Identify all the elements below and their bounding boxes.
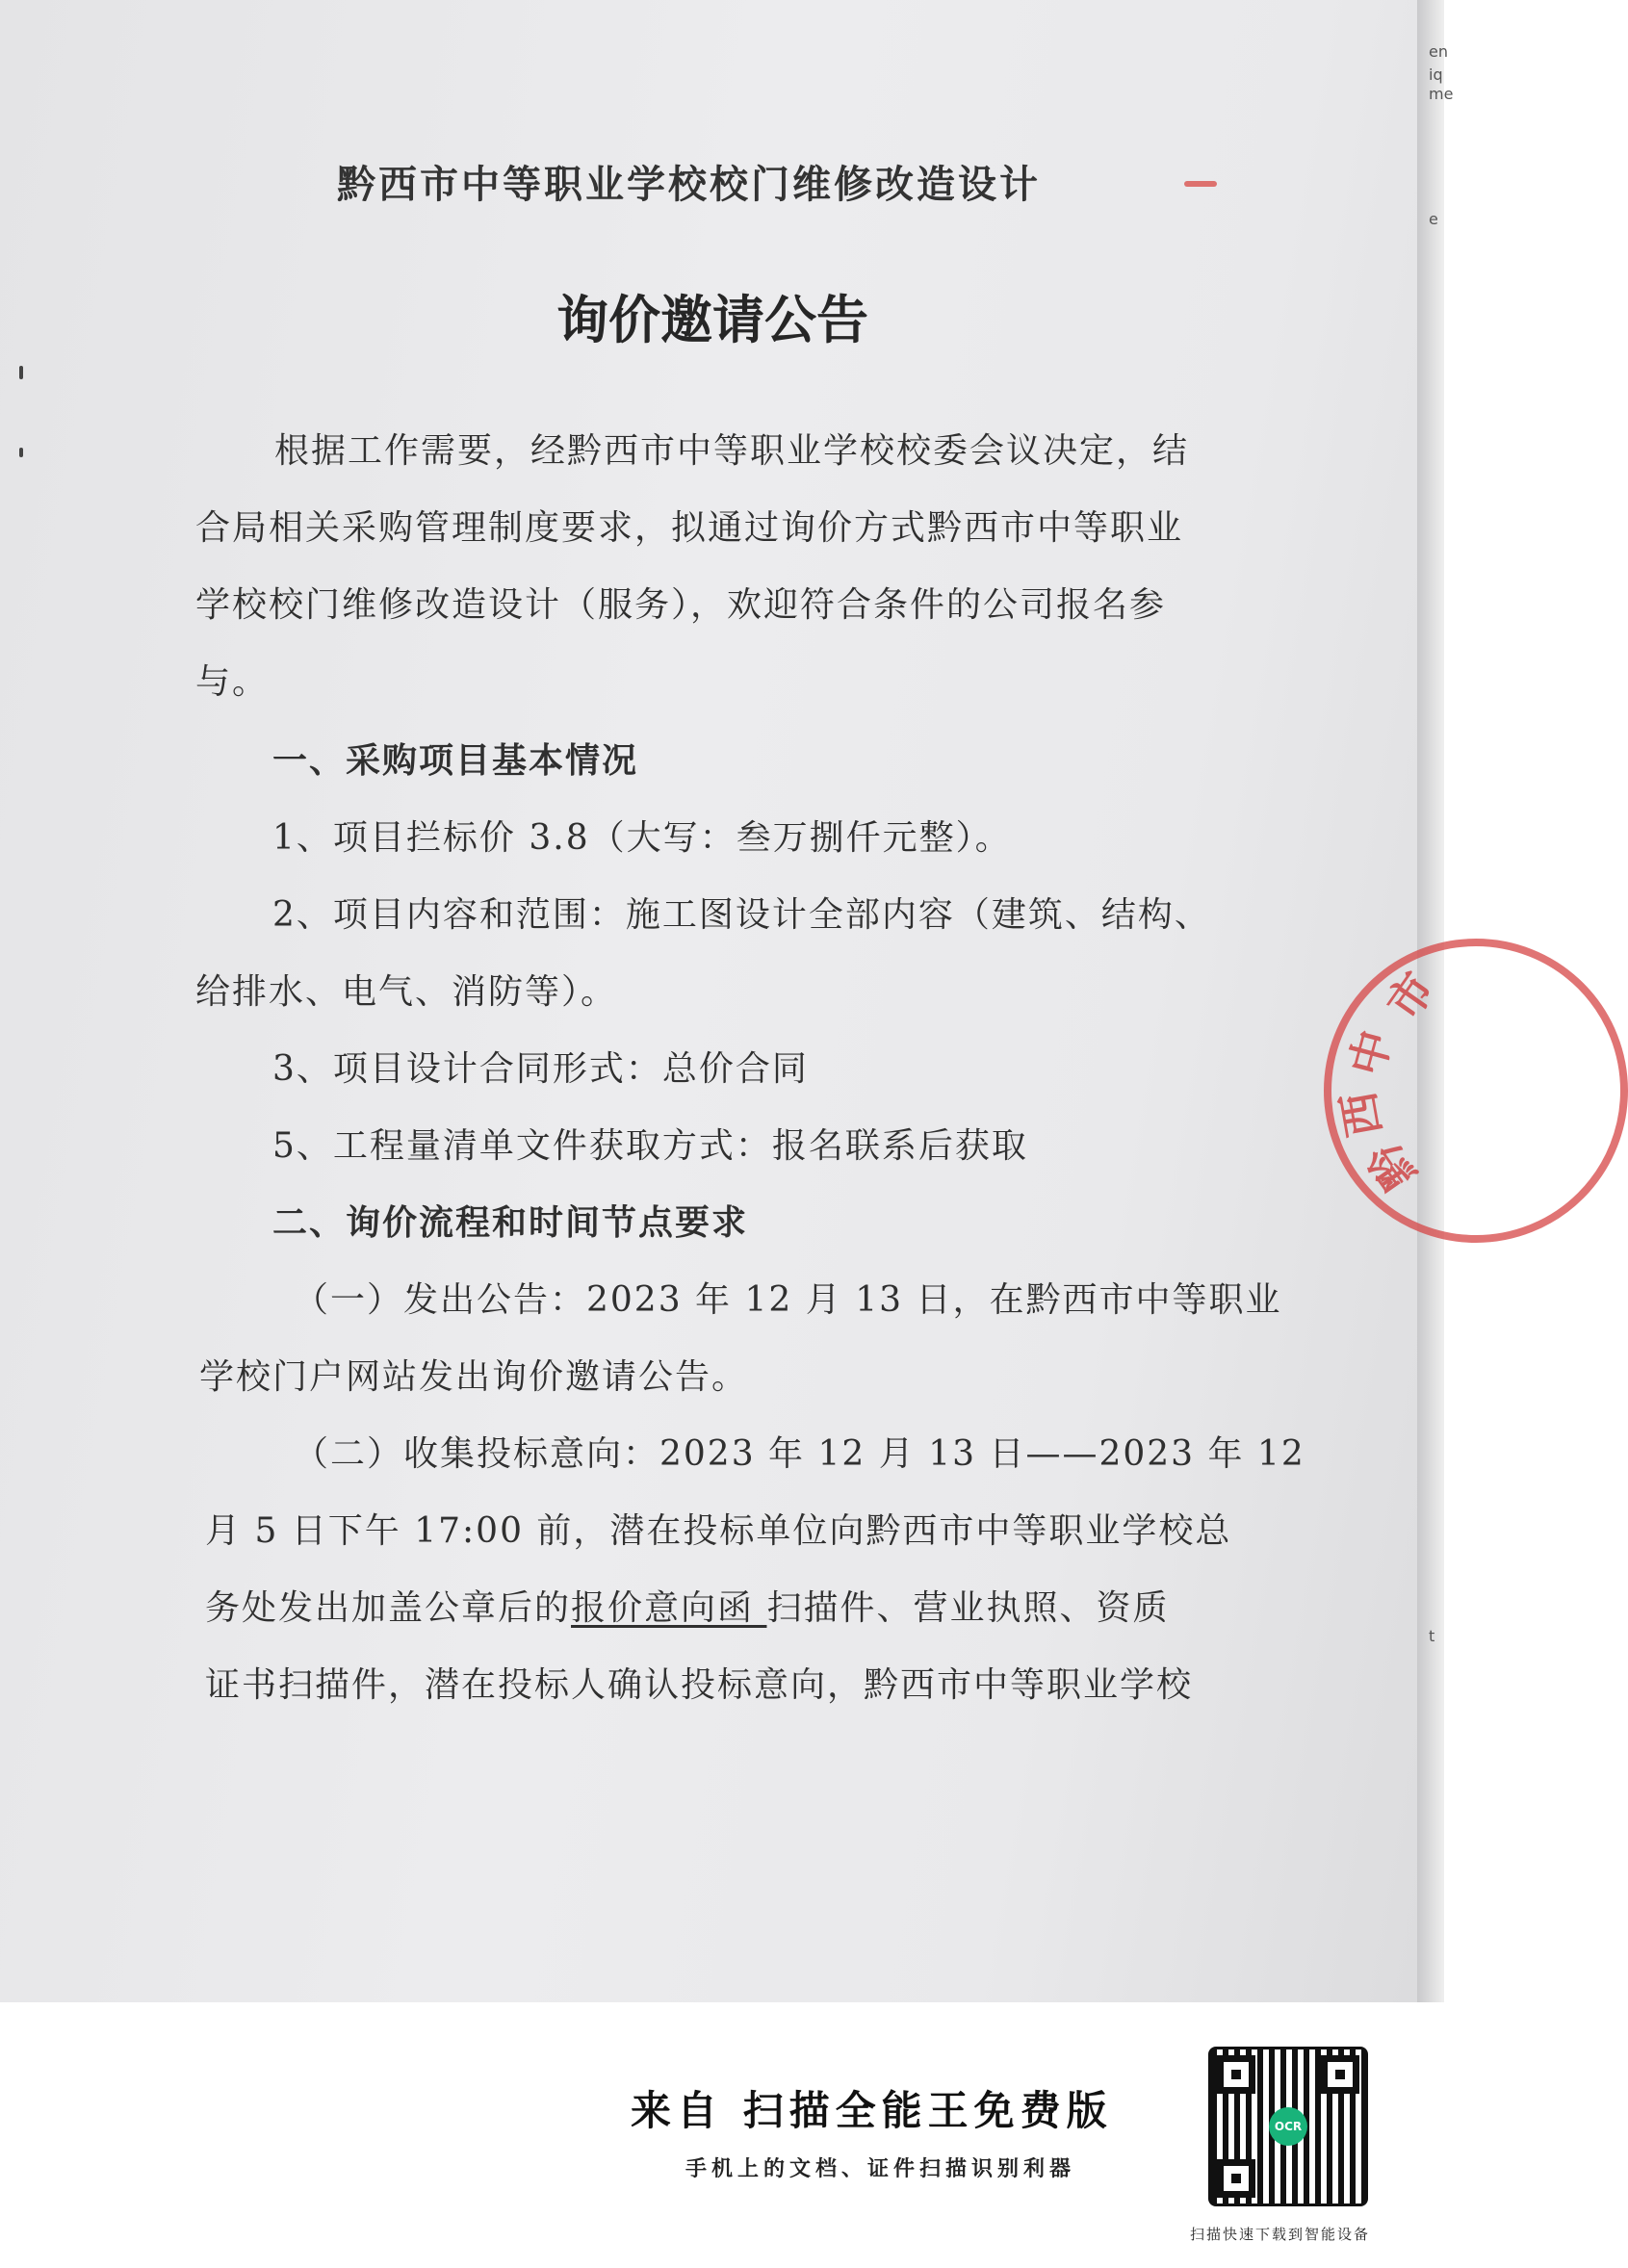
- edge-fragment-text: e: [1429, 210, 1438, 228]
- section-heading: 一、采购项目基本情况: [272, 741, 639, 781]
- list-item: 3、项目设计合同形式：总价合同: [272, 1049, 809, 1089]
- red-ink-mark: [1184, 181, 1217, 187]
- edge-fragment-text: iq: [1429, 65, 1443, 84]
- paragraph-line: （二）收集投标意向：2023 年 12 月 13 日——2023 年 12: [294, 1434, 1305, 1474]
- edge-fragment-text: t: [1429, 1627, 1435, 1645]
- paragraph-line: 学校校门维修改造设计（服务），欢迎符合条件的公司报名参: [195, 585, 1167, 625]
- seal-character: 中: [1339, 1024, 1402, 1081]
- edge-fragment-text: me: [1429, 85, 1454, 103]
- paragraph-line: 与。: [195, 662, 270, 702]
- seal-character: 黔: [1357, 1132, 1426, 1199]
- qr-finder-pattern: [1217, 2159, 1255, 2198]
- text-segment: 务处发出加盖公章后的: [205, 1588, 572, 1628]
- paragraph-line: 学校门户网站发出询价邀请公告。: [199, 1357, 749, 1397]
- underlined-text: 报价意向函: [571, 1588, 767, 1628]
- list-item: 给排水、电气、消防等）。: [195, 972, 618, 1012]
- qr-finder-pattern: [1217, 2055, 1255, 2094]
- paragraph-line: 根据工作需要，经黔西市中等职业学校校委会议决定，结: [274, 431, 1190, 471]
- paragraph-line: 证书扫描件，潜在投标人确认投标意向，黔西市中等职业学校: [205, 1665, 1194, 1705]
- document-project-title: 黔西市中等职业学校校门维修改造设计: [337, 163, 1041, 207]
- list-item: 1、项目拦标价 3.8（大写：叁万捌仟元整）。: [272, 818, 1012, 858]
- qr-finder-pattern: [1321, 2055, 1359, 2094]
- edge-fragment-text: en: [1429, 42, 1448, 61]
- qr-caption: 扫描快速下载到智能设备: [1190, 2226, 1371, 2243]
- scanner-brand-text: 来自 扫描全能王免费版: [631, 2087, 1113, 2134]
- seal-character: 市: [1377, 963, 1445, 1030]
- paragraph-line: （一）发出公告：2023 年 12 月 13 日，在黔西市中等职业: [294, 1280, 1282, 1320]
- paragraph-line: 月 5 日下午 17:00 前，潜在投标单位向黔西市中等职业学校总: [205, 1511, 1232, 1551]
- qr-code-icon[interactable]: [1208, 2047, 1368, 2206]
- seal-character: 西: [1331, 1088, 1391, 1141]
- qr-center-logo-icon: OCR: [1269, 2107, 1307, 2146]
- text-segment: 扫描件、营业执照、资质: [766, 1588, 1170, 1628]
- document-heading: 询价邀请公告: [556, 290, 868, 350]
- scanner-tagline: 手机上的文档、证件扫描识别利器: [685, 2156, 1076, 2181]
- staple-mark: [19, 366, 23, 379]
- list-item: 2、项目内容和范围：施工图设计全部内容（建筑、结构、: [272, 895, 1211, 935]
- staple-mark: [19, 448, 23, 457]
- paragraph-line: 合局相关采购管理制度要求，拟通过询价方式黔西市中等职业: [195, 508, 1184, 548]
- list-item: 5、工程量清单文件获取方式：报名联系后获取: [272, 1126, 1028, 1166]
- section-heading: 二、询价流程和时间节点要求: [272, 1203, 749, 1243]
- paragraph-line: [205, 1581, 1169, 1630]
